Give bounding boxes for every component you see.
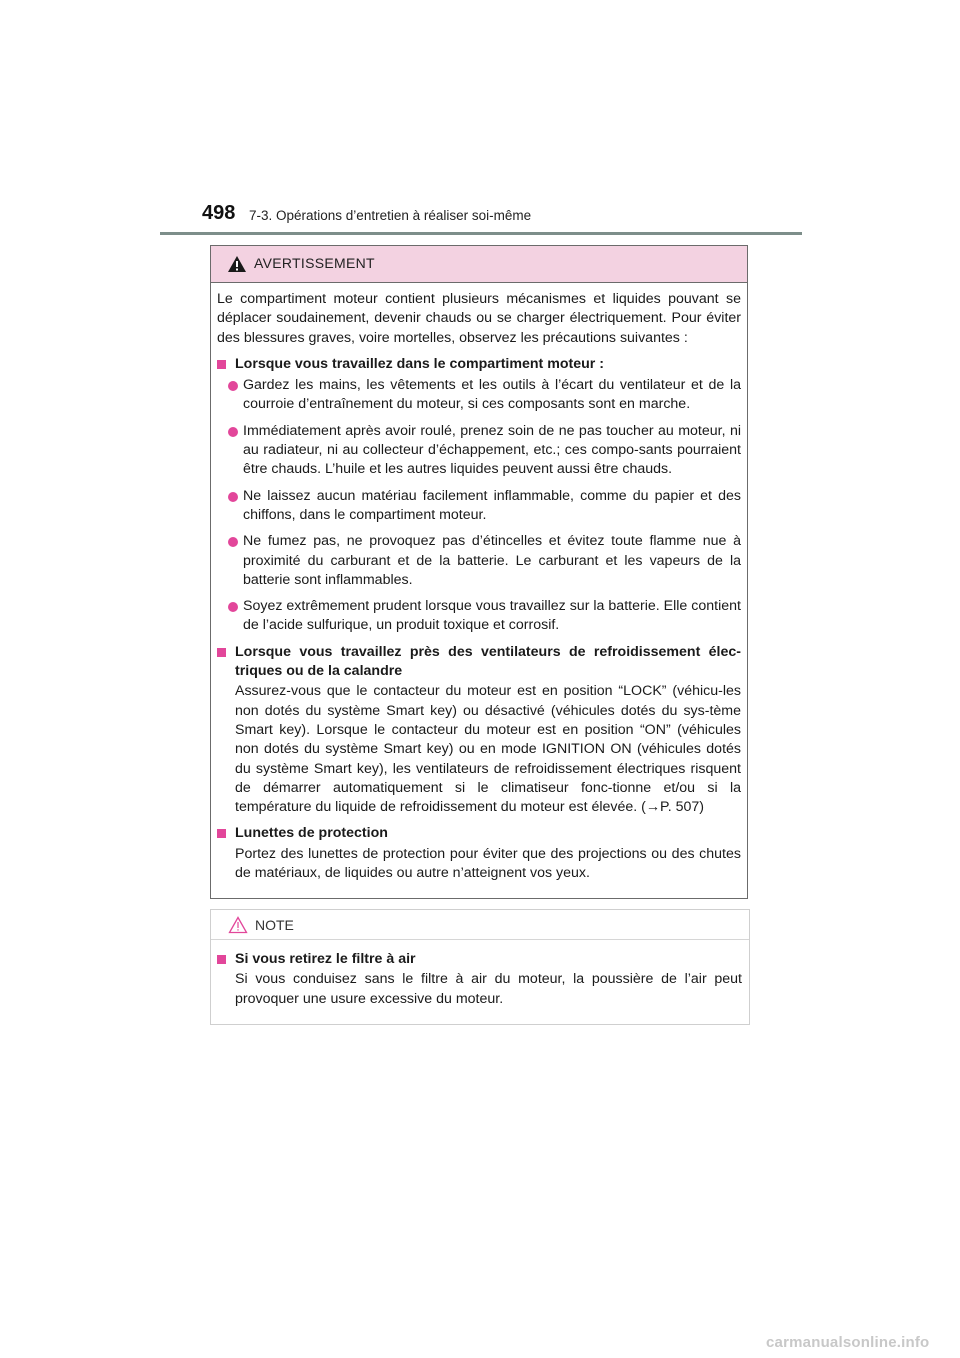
note-header bbox=[211, 910, 749, 940]
list-item bbox=[217, 487, 741, 526]
warning-box bbox=[210, 245, 748, 899]
list-item-text: Soyez extrêmement prudent lorsque vous travaillez sur la batterie. Elle contient de l’acide sulfurique, un produit toxique et corrosif. bbox=[243, 598, 741, 634]
warning-section-title: Lorsque vous travaillez dans le compartiment moteur : bbox=[235, 355, 604, 372]
list-item-text: Ne laissez aucun matériau facilement inflammable, comme du papier et des chiffons, dans le compartiment moteur. bbox=[243, 487, 741, 523]
note-section-text: Si vous conduisez sans le filtre à air du moteur, la poussière de l’air peut provoquer une usure excessive du moteur. bbox=[235, 971, 742, 1007]
round-bullet-icon bbox=[228, 537, 238, 547]
square-bullet-icon bbox=[217, 648, 226, 657]
square-bullet-icon bbox=[217, 955, 226, 964]
round-bullet-icon bbox=[228, 492, 238, 502]
list-item bbox=[217, 376, 741, 415]
warning-section-title: Lunettes de protection bbox=[235, 825, 388, 842]
round-bullet-icon bbox=[228, 381, 238, 391]
warning-triangle-icon bbox=[227, 255, 247, 273]
note-label: NOTE bbox=[255, 917, 294, 933]
watermark: carmanualsonline.info bbox=[766, 1334, 930, 1351]
header-divider bbox=[160, 232, 802, 235]
warning-section bbox=[217, 643, 741, 818]
warning-header bbox=[211, 246, 747, 283]
warning-label: AVERTISSEMENT bbox=[254, 255, 375, 271]
square-bullet-icon bbox=[217, 829, 226, 838]
note-section bbox=[217, 950, 742, 1009]
note-body bbox=[211, 940, 749, 1009]
warning-section-title: Lorsque vous travaillez près des ventilateurs de refroidissement élec-triques ou de la calandre bbox=[235, 643, 741, 680]
list-item bbox=[217, 532, 741, 590]
caution-outline-triangle-icon bbox=[228, 916, 248, 934]
warning-section-text: Assurez-vous que le contacteur du moteur est en position “LOCK” (véhicu-les non dotés du système Smart key) ou désactivé (véhicules dotés du sys-tème Smart key). Lorsque le contacteur du moteur est en position “ON” (véhicules non dotés du système Smart key) ou en mode IGNITION ON (véhicules dotés du système Smart key), les ventilateurs de refroidissement électriques risquent de démarrer automatiquement si le climatiseur fonc-tionne et/ou si la température du liquide de refroidissement du moteur est élevée. (→P. 507) bbox=[235, 683, 741, 816]
list-item-text: Ne fumez pas, ne provoquez pas d’étincelles et évitez toute flamme nue à proximité du carburant et de la batterie. Le carburant et les vapeurs de la batterie sont inflammables. bbox=[243, 533, 741, 588]
list-item bbox=[217, 422, 741, 480]
warning-section bbox=[217, 824, 741, 883]
list-item bbox=[217, 597, 741, 636]
page-header bbox=[0, 0, 960, 240]
list-item-text: Gardez les mains, les vêtements et les outils à l’écart du ventilateur et de la courroie d’entraînement du moteur, si ces composants sont en marche. bbox=[243, 377, 741, 413]
warning-section-text: Portez des lunettes de protection pour éviter que des projections ou des chutes de matériaux, de liquides ou autre n’atteignent vos yeux. bbox=[235, 845, 741, 882]
round-bullet-icon bbox=[228, 427, 238, 437]
list-item-text: Immédiatement après avoir roulé, prenez soin de ne pas toucher au moteur, ni au radiateur, ni au collecteur d’échappement, etc.; ces compo-sants pourraient être chauds. L’huile et les autres liquides peuvent aussi être chauds. bbox=[243, 422, 741, 478]
square-bullet-icon bbox=[217, 360, 226, 369]
round-bullet-icon bbox=[228, 602, 238, 612]
section-title: 7-3. Opérations d’entretien à réaliser soi-même bbox=[249, 208, 532, 223]
warning-intro: Le compartiment moteur contient plusieurs mécanismes et liquides pouvant se déplacer soudainement, devenir chauds ou se charger électriquement. Pour éviter des blessures graves, voire mortelles, observez les précautions suivantes : bbox=[217, 291, 741, 346]
warning-section bbox=[217, 355, 741, 374]
note-box bbox=[210, 909, 750, 1025]
page-number: 498 bbox=[202, 202, 236, 224]
note-section-title: Si vous retirez le filtre à air bbox=[235, 951, 416, 967]
warning-body bbox=[211, 283, 747, 883]
